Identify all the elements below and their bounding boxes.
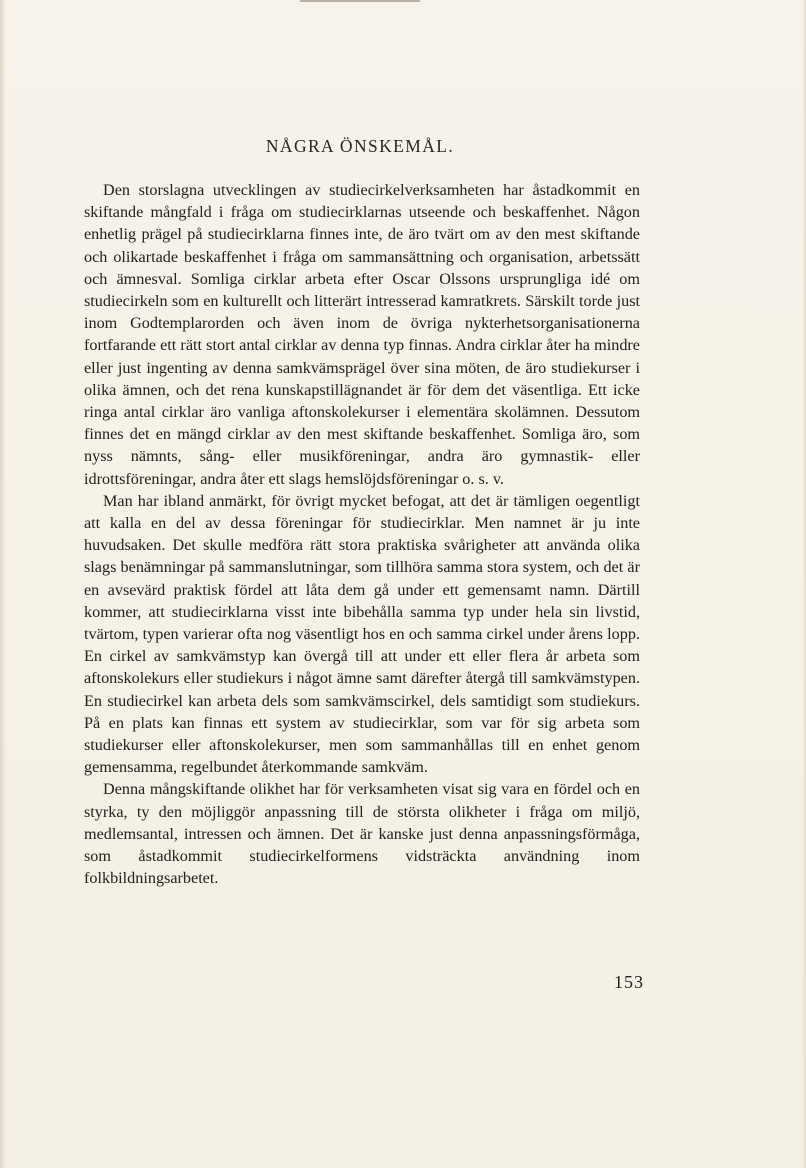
body-text bbox=[84, 179, 640, 890]
page-right-edge-shadow bbox=[802, 0, 806, 1168]
paragraph-1: Den storslagna utvecklingen av studiecirkelverksamheten har åstadkommit en skiftande mångfald i fråga om studiecirklarnas utseende och beskaffenhet. Någon enhetlig prägel på studiecirklarna finnes inte, de äro tvärt om av den mest skiftande och olikartade beskaffenhet i fråga om sammansättning och organisation, arbetssätt och ämnesval. Somliga cirklar arbeta efter Oscar Olssons ursprungliga idé om studiecirkeln som en kulturellt och litterärt intresserad kamratkrets. Särskilt torde just inom Godtemplarorden och även inom de övriga nykterhetsorganisationerna fortfarande ett rätt stort antal cirklar av denna typ finnas. Andra cirklar åter ha mindre eller just ingenting av denna samkvämsprägel över sina möten, de äro studiekurser i olika ämnen, och det rena kunskapstillägnandet är för dem det väsentliga. Ett icke ringa antal cirklar äro vanliga aftonskolekurser i elementära skolämnen. Dessutom finnes det en mängd cirklar av den mest skiftande beskaffenhet. Somliga äro, som nyss nämnts, sång- eller musikföreningar, andra äro gymnastik- eller idrottsföreningar, andra åter ett slags hemslöjdsföreningar o. s. v. bbox=[84, 181, 640, 488]
paragraph-3: Denna mångskiftande olikhet har för verksamheten visat sig vara en fördel och en styrka, ty den möjliggör anpassning till de största olikheter i fråga om miljö, medlemsantal, intressen och ämnen. Det är kanske just denna anpassningsförmåga, som åstadkommit studiecirkelformens vidsträckta användning inom folkbildningsarbetet. bbox=[84, 780, 640, 888]
page-left-edge-shadow bbox=[0, 0, 6, 1168]
chapter-title: NÅGRA ÖNSKEMÅL. bbox=[265, 136, 455, 156]
top-edge-mark bbox=[300, 0, 420, 2]
page-number: 153 bbox=[614, 972, 644, 992]
paragraph-2: Man har ibland anmärkt, för övrigt mycket befogat, att det är tämligen oegentligt att kalla en del av dessa föreningar för studiecirklar. Men namnet är ju inte huvudsaken. Det skulle medföra rätt stora praktiska svårigheter att använda olika slags benämningar på sammanslutningar, som tillhöra samma stora system, och det är en avsevärd praktisk fördel att låta dem gå under ett gemensamt namn. Därtill kommer, att studiecirklarna visst inte bibehålla samma typ under hela sin livstid, tvärtom, typen varierar ofta nog väsentligt hos en och samma cirkel under årens lopp. En cirkel av samkvämstyp kan övergå till att under ett eller flera år arbeta som aftonskolekurs eller studiekurs i något ämne samt därefter återgå till samkvämstypen. En studiecirkel kan arbeta dels som samkvämscirkel, dels samtidigt som studiekurs. På en plats kan finnas ett system av studiecirklar, som var för sig arbeta som studiekurser eller aftonskolekurser, men som sammanhållas till en enhet genom gemensamma, regelbundet återkommande samkväm. bbox=[84, 491, 640, 777]
